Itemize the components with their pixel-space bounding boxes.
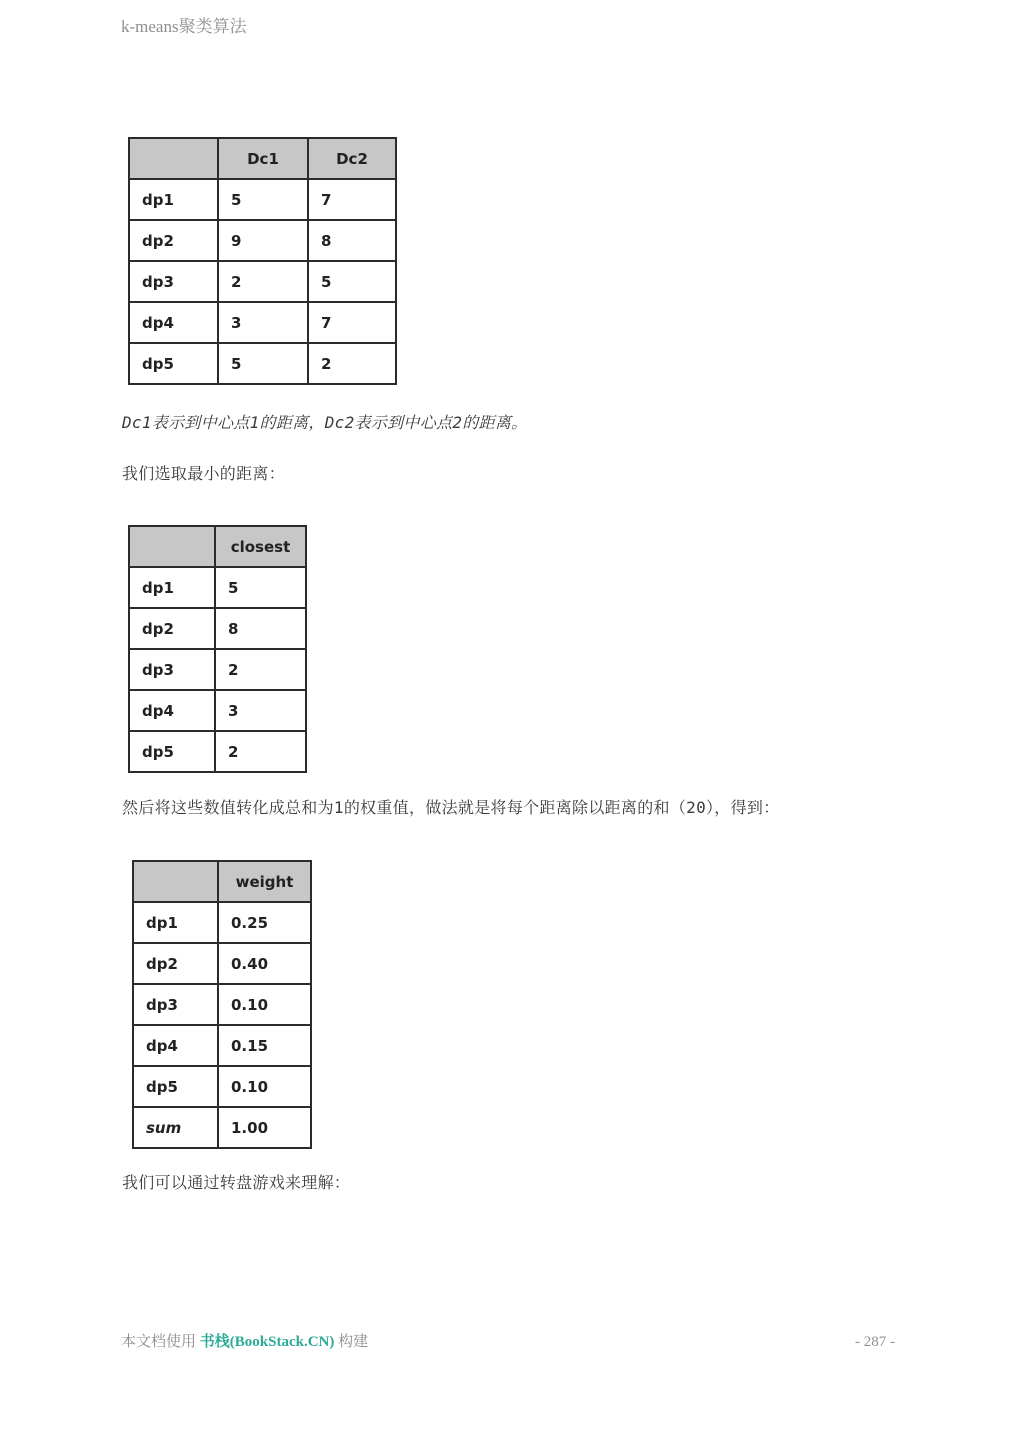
cell-value: 5 (215, 567, 306, 608)
table-row (129, 690, 306, 731)
table-row (129, 343, 396, 384)
cell-value: 2 (308, 343, 396, 384)
table-row (133, 1107, 311, 1148)
table-row (133, 1025, 311, 1066)
row-label: dp1 (133, 902, 218, 943)
cell-value: 2 (218, 261, 308, 302)
footer-suffix: 构建 (334, 1334, 369, 1350)
paragraph-weight-explanation: 然后将这些数值转化成总和为1的权重值，做法就是将每个距离除以距离的和（20），得到： (122, 798, 780, 817)
cell-value: 5 (218, 343, 308, 384)
table-row (129, 567, 306, 608)
cell-value: 3 (218, 302, 308, 343)
paragraph-roulette: 我们可以通过转盘游戏来理解： (122, 1173, 351, 1192)
row-label: dp2 (129, 220, 218, 261)
row-label: dp4 (129, 690, 215, 731)
cell-value: 9 (218, 220, 308, 261)
cell-value: 7 (308, 302, 396, 343)
row-label: dp1 (129, 179, 218, 220)
cell-value: 1.00 (218, 1107, 311, 1148)
row-label: dp2 (129, 608, 215, 649)
table-row (129, 649, 306, 690)
cell-value: 5 (308, 261, 396, 302)
cell-value: 0.40 (218, 943, 311, 984)
row-label: dp3 (129, 261, 218, 302)
table-row (133, 984, 311, 1025)
bookstack-link[interactable]: 书栈(BookStack.CN) (199, 1334, 335, 1350)
paragraph-select-min: 我们选取最小的距离： (122, 464, 286, 483)
footer-prefix: 本文档使用 (121, 1334, 200, 1350)
cell-value: 0.10 (218, 1066, 311, 1107)
table-row (133, 1066, 311, 1107)
cell-value: 5 (218, 179, 308, 220)
cell-value: 0.15 (218, 1025, 311, 1066)
closest-table (128, 525, 307, 773)
cell-value: 2 (215, 649, 306, 690)
paragraph-distance-explanation: Dc1表示到中心点1的距离，Dc2表示到中心点2的距离。 (122, 413, 528, 432)
table-row (129, 731, 306, 772)
page-title: k-means聚类算法 (121, 17, 247, 36)
table-row (129, 608, 306, 649)
column-header (133, 861, 218, 902)
column-header: weight (218, 861, 311, 902)
table-row (129, 179, 396, 220)
cell-value: 2 (215, 731, 306, 772)
column-header: closest (215, 526, 306, 567)
row-label: dp1 (129, 567, 215, 608)
column-header (129, 526, 215, 567)
column-header: Dc1 (218, 138, 308, 179)
row-label: sum (133, 1107, 218, 1148)
header-row (129, 138, 396, 179)
table-row (129, 302, 396, 343)
cell-value: 8 (215, 608, 306, 649)
cell-value: 3 (215, 690, 306, 731)
footer-build-note (121, 1330, 368, 1351)
row-label: dp4 (133, 1025, 218, 1066)
table-row (129, 220, 396, 261)
column-header: Dc2 (308, 138, 396, 179)
cell-value: 0.10 (218, 984, 311, 1025)
header-row (129, 526, 306, 567)
column-header (129, 138, 218, 179)
table-row (133, 902, 311, 943)
page-footer (121, 1330, 895, 1351)
row-label: dp5 (133, 1066, 218, 1107)
cell-value: 0.25 (218, 902, 311, 943)
row-label: dp3 (129, 649, 215, 690)
table-row (133, 943, 311, 984)
row-label: dp5 (129, 343, 218, 384)
table-row (129, 261, 396, 302)
row-label: dp4 (129, 302, 218, 343)
weight-table (132, 860, 312, 1149)
row-label: dp5 (129, 731, 215, 772)
row-label: dp3 (133, 984, 218, 1025)
header-row (133, 861, 311, 902)
cell-value: 8 (308, 220, 396, 261)
page-number: - 287 - (855, 1334, 895, 1350)
row-label: dp2 (133, 943, 218, 984)
distance-table (128, 137, 397, 385)
cell-value: 7 (308, 179, 396, 220)
